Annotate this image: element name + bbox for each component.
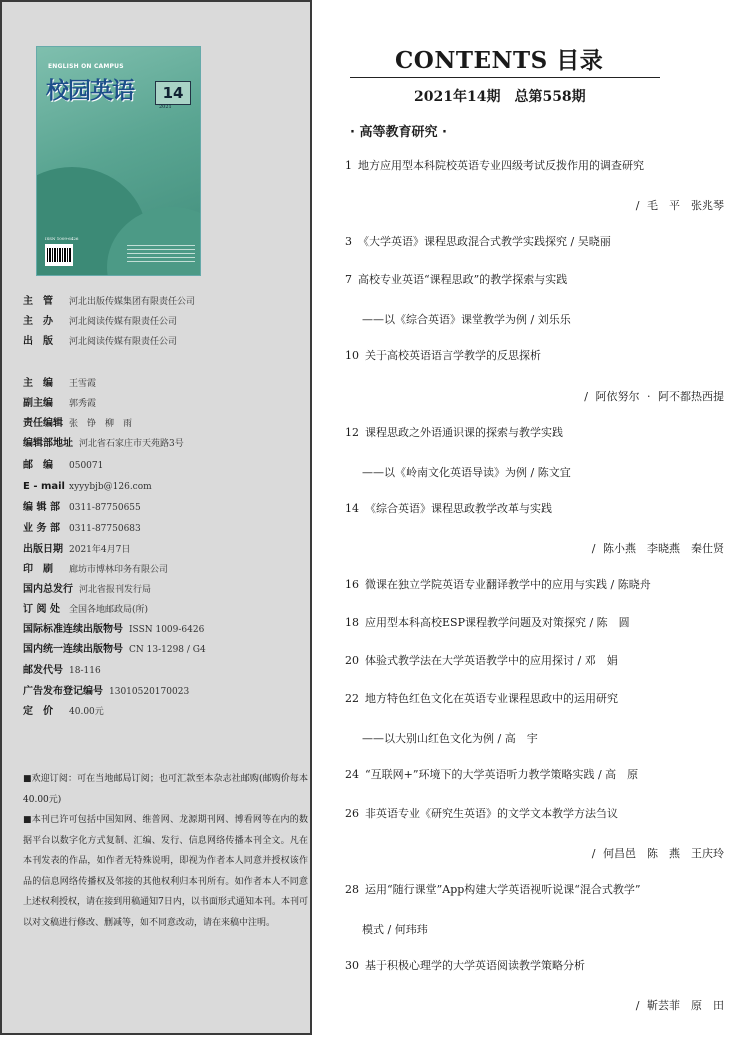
staff-row: 订 阅 处 全国各地邮政局(所) — [23, 604, 149, 615]
staff-row: 国际标准连续出版物号 ISSN 1009-6426 — [23, 624, 205, 635]
staff-row: 主 编 王雪霞 — [23, 378, 97, 389]
staff-row: 国内总发行 河北省报刊发行局 — [23, 584, 152, 595]
cover-year: 2021 — [159, 104, 172, 110]
masthead-panel — [0, 0, 312, 1035]
toc-entry[interactable]: 1 地方应用型本科院校英语专业四级考试反拨作用的调查研究 — [345, 159, 644, 172]
toc-subtitle: 模式 / 何玮玮 — [362, 923, 428, 936]
issue-line: 2021年14期 总第558期 — [414, 89, 586, 105]
toc-entry[interactable]: 18 应用型本科高校ESP课程教学问题及对策探究 / 陈 圆 — [345, 616, 630, 629]
staff-row: 印 刷 廊坊市博林印务有限公司 — [23, 564, 169, 575]
cover-issue-number: 14 — [155, 81, 191, 105]
staff-row: 出版日期 2021年4月7日 — [23, 544, 131, 555]
staff-row: 编 辑 部 0311-87750655 — [23, 502, 141, 513]
staff-row: 国内统一连续出版物号 CN 13-1298 / G4 — [23, 644, 206, 655]
staff-row: 广告发布登记编号 13010520170023 — [23, 686, 190, 697]
toc-authors: / 何昌邑 陈 燕 王庆玲 — [591, 847, 724, 860]
toc-subtitle: ——以《综合英语》课堂教学为例 / 刘乐乐 — [362, 313, 571, 326]
masthead-row: 主 办 河北阅读传媒有限责任公司 — [23, 316, 178, 327]
staff-row: 副主编 郭秀霞 — [23, 398, 97, 409]
toc-entry[interactable]: 26 非英语专业《研究生英语》的文学文本教学方法刍议 — [345, 807, 618, 820]
toc-entry[interactable]: 28 运用“随行课堂”App构建大学英语视听说课“混合式教学” — [345, 883, 641, 896]
contents-title: CONTENTS 目录 — [395, 47, 604, 74]
magazine-cover — [37, 47, 200, 275]
toc-entry[interactable]: 10 关于高校英语语言学教学的反思探析 — [345, 349, 541, 362]
toc-authors: / 陈小燕 李晓燕 秦仕贤 — [591, 542, 724, 555]
toc-authors: / 毛 平 张兆琴 — [635, 199, 724, 212]
cover-fine-print — [127, 245, 195, 263]
toc-authors: / 靳芸菲 原 田 — [635, 999, 724, 1012]
cover-issn: ISSN 1009-6426 — [45, 236, 79, 241]
staff-row: 邮发代号 18-116 — [23, 665, 101, 676]
toc-entry[interactable]: 20 体验式教学法在大学英语教学中的应用探讨 / 邓 娟 — [345, 654, 618, 667]
staff-row: 责任编辑 张 铮 柳 雨 — [23, 418, 133, 429]
staff-row: 编辑部地址 河北省石家庄市天苑路3号 — [23, 438, 184, 449]
barcode-icon — [45, 244, 73, 266]
toc-entry[interactable]: 24 “互联网+”环境下的大学英语听力教学策略实践 / 高 原 — [345, 768, 639, 781]
toc-entry[interactable]: 14 《综合英语》课程思政教学改革与实践 — [345, 502, 552, 515]
staff-row: E - mail xyyybjb@126.com — [23, 481, 152, 492]
toc-entry[interactable]: 30 基于积极心理学的大学英语阅读教学策略分析 — [345, 959, 585, 972]
cover-title-en: ENGLISH ON CAMPUS — [48, 63, 124, 70]
toc-entry[interactable]: 7 高校专业英语“课程思政”的教学探索与实践 — [345, 273, 568, 286]
title-divider — [350, 77, 660, 78]
copyright-notice: ■本刊已许可包括中国知网、维普网、龙源期刊网、博看网等在内的数据平台以数字化方式复制、汇编、发行、信息网络传播本刊全文。凡在本刊发表的作品，如作者无特殊说明，即视为作者本人同意并授权该作品的信息网络传播权及邻接的其他权利归本刊所有。如作者本人不同意上述权利授权，请在接到用稿通知7日内，以书面形式通知本刊。本刊可以对文稿进行修改、删减等，如不同意改动，请在来稿中注明。 — [23, 815, 308, 928]
staff-row: 邮 编 050071 — [23, 460, 104, 471]
staff-row: 业 务 部 0311-87750683 — [23, 523, 141, 534]
masthead-row: 主 管 河北出版传媒集团有限责任公司 — [23, 296, 196, 307]
staff-row: 定 价 40.00元 — [23, 706, 104, 717]
cover-title-cn: 校园英语 — [46, 78, 134, 104]
toc-entry[interactable]: 3 《大学英语》课程思政混合式教学实践探究 / 吴晓丽 — [345, 235, 611, 248]
subscription-notice: ■欢迎订阅：可在当地邮局订阅；也可汇款至本杂志社邮购(邮购价每本40.00元) — [23, 774, 308, 805]
section-heading: · 高等教育研究 · — [350, 125, 447, 140]
notice-text — [23, 769, 308, 933]
toc-entry[interactable]: 16 微课在独立学院英语专业翻译教学中的应用与实践 / 陈晓舟 — [345, 578, 651, 591]
toc-subtitle: ——以《岭南文化英语导读》为例 / 陈文宜 — [362, 466, 571, 479]
toc-authors: / 阿依努尔 · 阿不都热西提 — [584, 390, 724, 403]
toc-subtitle: ——以大别山红色文化为例 / 高 宇 — [362, 732, 538, 745]
toc-entry[interactable]: 22 地方特色红色文化在英语专业课程思政中的运用研究 — [345, 692, 618, 705]
toc-entry[interactable]: 12 课程思政之外语通识课的探索与教学实践 — [345, 426, 563, 439]
masthead-row: 出 版 河北阅读传媒有限责任公司 — [23, 336, 178, 347]
